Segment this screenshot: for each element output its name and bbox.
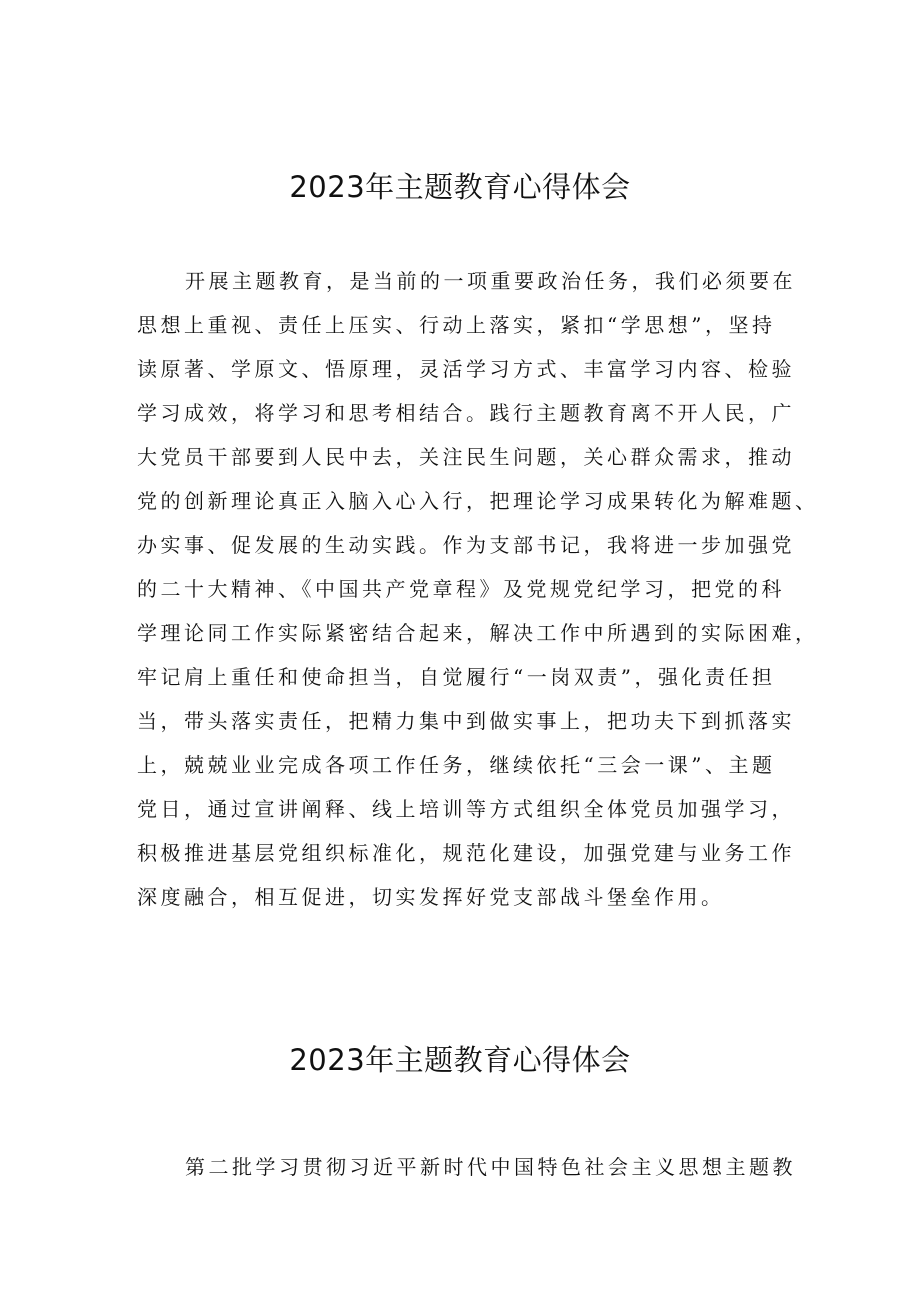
text-line: 的二十大精神、《中国共产党章程》及党规党纪学习，把党的科 (137, 577, 785, 601)
text-line: 第二批学习贯彻习近平新时代中国特色社会主义思想主题教 (185, 1155, 796, 1179)
text-line: 积极推进基层党组织标准化，规范化建设，加强党建与业务工作 (137, 841, 795, 865)
text-line: 大党员干部要到人民中去，关注民生问题，关心群众需求，推动 (137, 445, 795, 469)
text-line: 党日，通过宣讲阐释、线上培训等方式组织全体党员加强学习， (137, 797, 795, 821)
text-line: 党的创新理论真正入脑入心入行，把理论学习成果转化为解难题、 (137, 489, 819, 513)
text-line: 当，带头落实责任，把精力集中到做实事上，把功夫下到抓落实 (137, 709, 795, 733)
text-line: 学习成效，将学习和思考相结合。践行主题教育离不开人民，广 (137, 401, 795, 425)
text-line: 办实事、促发展的生动实践。作为支部书记，我将进一步加强党 (137, 533, 795, 557)
document-title: 2023年主题教育心得体会 (289, 170, 631, 204)
text-line: 学理论同工作实际紧密结合起来，解决工作中所遇到的实际困难， (137, 621, 819, 645)
text-line: 上，兢兢业业完成各项工作任务，继续依托“三会一课”、主题 (137, 753, 776, 777)
text-line: 深度融合，相互促进，切实发挥好党支部战斗堡垒作用。 (137, 885, 725, 909)
text-line: 开展主题教育，是当前的一项重要政治任务，我们必须要在 (185, 269, 796, 293)
text-line: 牢记肩上重任和使命担当，自觉履行“一岗双责”，强化责任担 (137, 665, 776, 689)
body-paragraph (137, 259, 819, 919)
document-title-second: 2023年主题教育心得体会 (289, 1043, 631, 1077)
body-paragraph-second (137, 1145, 796, 1189)
text-line: 读原著、学原文、悟原理，灵活学习方式、丰富学习内容、检验 (137, 357, 795, 381)
text-line: 思想上重视、责任上压实、行动上落实，紧扣“学思想”，坚持 (137, 313, 776, 337)
